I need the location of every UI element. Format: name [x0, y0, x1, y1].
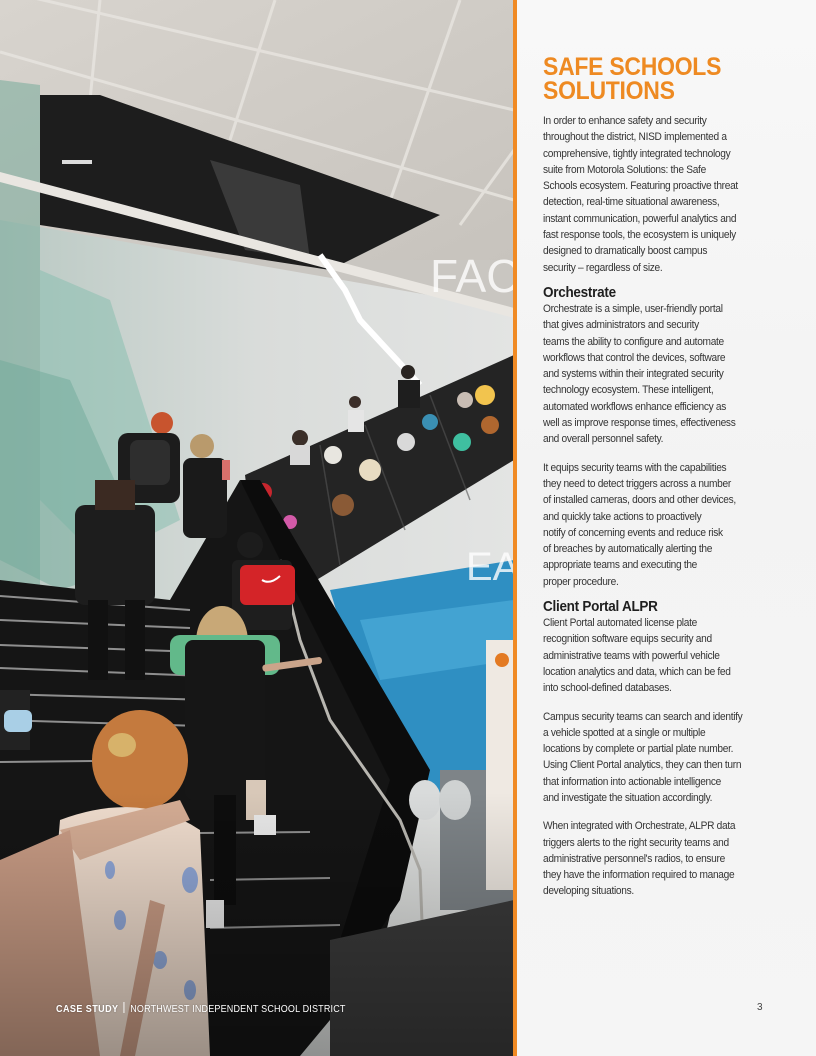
- page-number: 3: [757, 1002, 763, 1013]
- section-heading-orchestrate: Orchestrate: [543, 283, 616, 301]
- footer-district-name: NORTHWEST INDEPENDENT SCHOOL DISTRICT: [130, 1004, 346, 1015]
- alpr-paragraph-1: Client Portal automated license plate recognition software equips security and administrative teams with powerful vehicle location analytics and data, which can be fed into school-defined databases.: [543, 617, 731, 695]
- footer-divider: [124, 1002, 125, 1013]
- article-content: [543, 55, 783, 900]
- orchestrate-paragraph-1: Orchestrate is a simple, user-friendly portal that gives administrators and security teams the ability to configure and automate workflows that control the devices, software and systems within their integrated security technology ecosystem. These intelligent, automated workflows enhance efficiency as well as improve response times, effectiveness and overall personnel safety.: [543, 302, 736, 446]
- orchestrate-paragraph-2: It equips security teams with the capabilities they need to detect triggers across a number of installed cameras, doors and other devices, and quickly take actions to proactively notify of concerning events and reduce risk of breaches by automatically alerting the appropriate teams and executing the proper procedure.: [543, 461, 736, 588]
- alpr-paragraph-3: When integrated with Orchestrate, ALPR data triggers alerts to the right security teams and administrative personnel's radios, to ensure they have the information required to manage developing situations.: [543, 820, 736, 898]
- article-column: [517, 0, 816, 1056]
- section-heading-client-portal-alpr: Client Portal ALPR: [543, 598, 658, 616]
- article-headline: SAFE SCHOOLS SOLUTIONS: [543, 53, 722, 105]
- alpr-paragraph-2: Campus security teams can search and identify a vehicle spotted at a single or multiple locations by complete or partial plate number. Using Client Portal analytics, they can then turn that information into actionable intelligence and investigate the situation accordingly.: [543, 710, 743, 804]
- intro-paragraph: In order to enhance safety and security throughout the district, NISD implemented a comprehensive, tightly integrated technology suite from Motorola Solutions: the Safe Schools ecosystem. Featuring proactive threat detection, real-time situational awareness, instant communication, powerful analytics and fast response tools, the ecosystem is uniquely designed to dramatically boost campus security – regardless of size.: [543, 115, 738, 274]
- footer-case-study: CASE STUDY: [56, 1004, 119, 1015]
- footer-case-study-label: [56, 1002, 346, 1015]
